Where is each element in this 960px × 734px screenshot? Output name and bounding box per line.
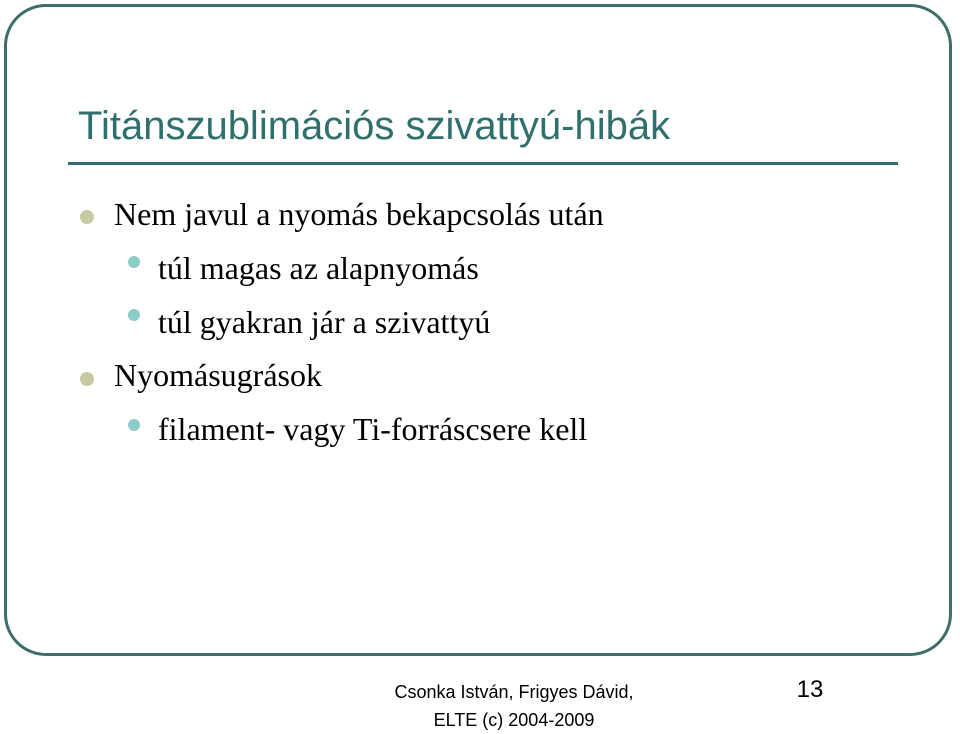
bullet-item: Nyomásugrások <box>114 357 322 393</box>
footer-authors: Csonka István, Frigyes Dávid, <box>394 682 634 702</box>
sub-bullet-dot-icon <box>128 419 140 431</box>
footer-copyright: ELTE (c) 2004-2009 <box>433 710 595 730</box>
bullet-dot-icon <box>80 210 94 224</box>
slide-title: Titánszublimációs szivattyú-hibák <box>78 104 671 148</box>
sub-bullet-dot-icon <box>128 309 140 321</box>
bullet-item: Nem javul a nyomás bekapcsolás után <box>114 196 604 232</box>
footer-credits <box>376 678 652 734</box>
sub-bullet-item: túl magas az alapnyomás <box>158 250 479 286</box>
sub-bullet-dot-icon <box>128 256 140 268</box>
page-number: 13 <box>796 676 824 703</box>
sub-bullet-item: túl gyakran jár a szivattyú <box>158 304 491 340</box>
title-underline <box>68 162 898 165</box>
sub-bullet-item: filament- vagy Ti-forráscsere kell <box>158 411 588 447</box>
bullet-dot-icon <box>80 372 94 386</box>
